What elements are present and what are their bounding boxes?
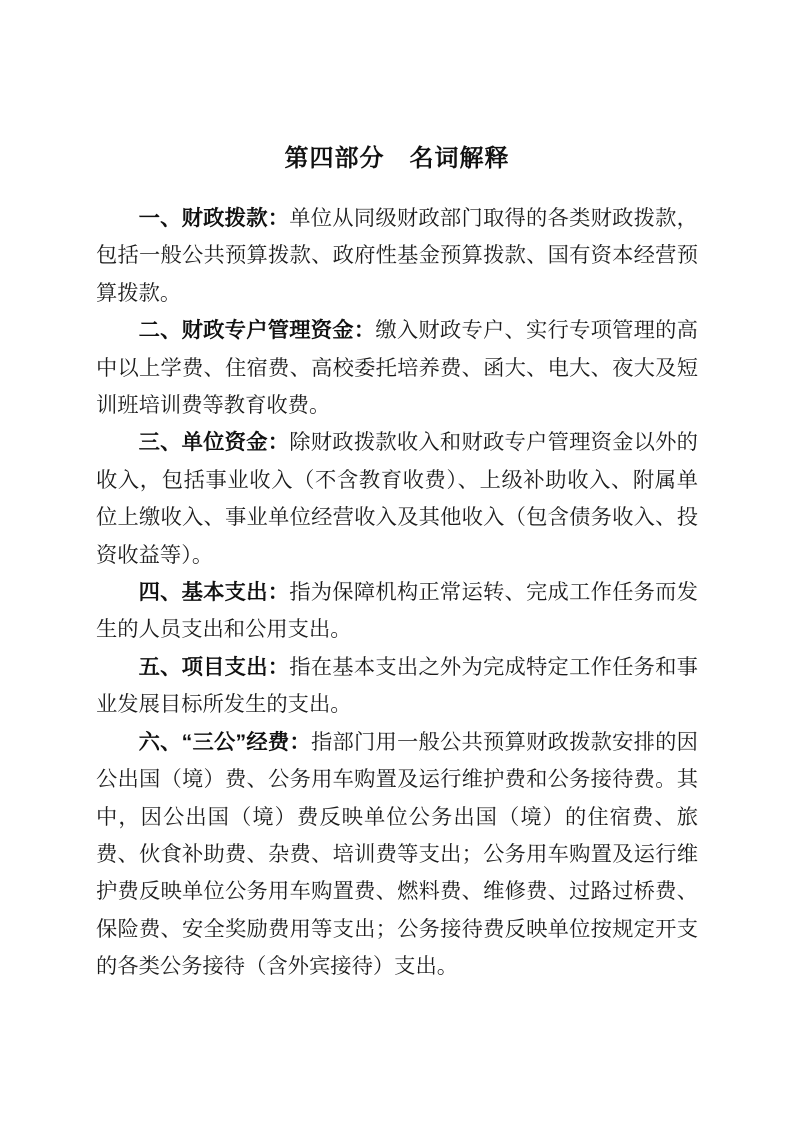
term-label: 四、基本支出： [138,580,290,605]
document-content [96,143,698,986]
definition-paragraph-project-expenditure [96,649,698,724]
term-label: 六、“三公”经费： [138,729,311,754]
term-definition: 指部门用一般公共预算财政拨款安排的因公出国（境）费、公务用车购置及运行维护费和公务接待费。其中，因公出国（境）费反映单位公务出国（境）的住宿费、旅费、伙食补助费、杂费、培训费等支出；公务用车购置及运行维护费反映单位公务用车购置费、燃料费、维修费、过路过桥费、保险费、安全奖励费用等支出；公务接待费反映单位按规定开支的各类公务接待（含外宾接待）支出。 [96,729,698,979]
term-definition: 单位从同级财政部门取得的各类财政拨款，包括一般公共预算拨款、政府性基金预算拨款、国有资本经营预算拨款。 [96,206,698,305]
term-label: 二、财政专户管理资金： [138,318,376,343]
term-label: 一、财政拨款： [138,206,290,230]
definition-paragraph-fiscal-appropriation [96,200,698,312]
term-label: 三、单位资金： [138,430,290,455]
term-definition: 指在基本支出之外为完成特定工作任务和事业发展目标所发生的支出。 [96,654,698,717]
term-definition: 缴入财政专户、实行专项管理的高中以上学费、住宿费、高校委托培养费、函大、电大、夜大及短训班培训费等教育收费。 [96,318,698,418]
definition-paragraph-three-public-expenses [96,724,698,986]
definition-paragraph-special-account-funds [96,312,698,424]
term-definition: 指为保障机构正常运转、完成工作任务而发生的人员支出和公用支出。 [96,580,698,642]
term-definition: 除财政拨款收入和财政专户管理资金以外的收入，包括事业收入（不含教育收费）、上级补助收入、附属单位上缴收入、事业单位经营收入及其他收入（包含债务收入、投资收益等）。 [96,430,698,567]
definition-paragraph-basic-expenditure [96,574,698,649]
page-title: 第四部分 名词解释 [284,145,510,172]
definition-paragraph-unit-funds [96,424,698,574]
term-label: 五、项目支出： [138,654,290,679]
